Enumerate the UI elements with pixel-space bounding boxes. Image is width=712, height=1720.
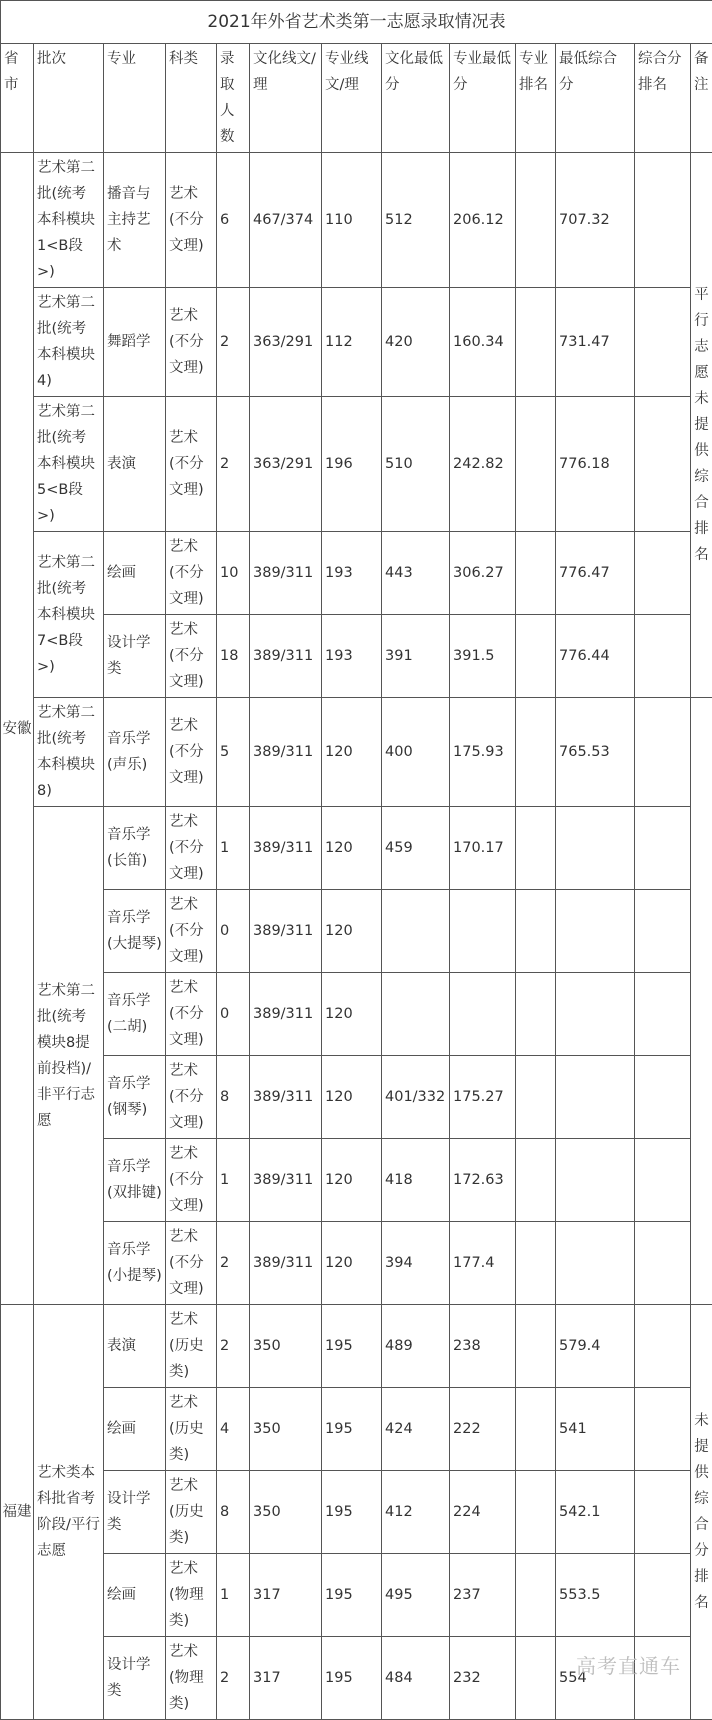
data-cell: 120: [322, 1056, 382, 1139]
data-cell: 音乐学(二胡): [104, 973, 166, 1056]
data-cell: [635, 1554, 691, 1637]
data-cell: [516, 615, 556, 698]
data-cell: [450, 890, 516, 973]
data-cell: 776.44: [556, 615, 635, 698]
data-cell: 舞蹈学: [104, 288, 166, 397]
data-cell: [516, 1305, 556, 1388]
data-cell: 238: [450, 1305, 516, 1388]
data-cell: 512: [382, 153, 450, 288]
table-row: [1, 532, 712, 615]
data-cell: [635, 532, 691, 615]
table-row: [1, 1471, 712, 1554]
data-cell: 表演: [104, 397, 166, 532]
header-cell: 专业排名: [516, 44, 556, 153]
header-cell: 文化线文/理: [250, 44, 322, 153]
data-cell: 195: [322, 1388, 382, 1471]
data-cell: 541: [556, 1388, 635, 1471]
data-cell: 120: [322, 890, 382, 973]
header-cell: 专业最低分: [450, 44, 516, 153]
table-row: [1, 288, 712, 397]
data-cell: 459: [382, 807, 450, 890]
data-cell: 2: [217, 397, 250, 532]
data-cell: [516, 397, 556, 532]
table-title: 2021年外省艺术类第一志愿录取情况表: [1, 1, 712, 44]
data-cell: 5: [217, 698, 250, 807]
data-cell: 艺术(不分文理): [166, 397, 217, 532]
data-cell: [635, 807, 691, 890]
data-cell: 489: [382, 1305, 450, 1388]
data-cell: 175.27: [450, 1056, 516, 1139]
data-cell: 389/311: [250, 1056, 322, 1139]
data-cell: [516, 807, 556, 890]
data-cell: 绘画: [104, 532, 166, 615]
data-cell: 554: [556, 1637, 635, 1720]
data-cell: [635, 1139, 691, 1222]
data-cell: 6: [217, 153, 250, 288]
watermark: 高考直通车: [576, 1650, 681, 1679]
data-cell: 418: [382, 1139, 450, 1222]
data-cell: 731.47: [556, 288, 635, 397]
table-row: [1, 1388, 712, 1471]
table-row: [1, 1139, 712, 1222]
data-cell: [635, 397, 691, 532]
data-cell: 2: [217, 1637, 250, 1720]
data-cell: [635, 1471, 691, 1554]
data-cell: 389/311: [250, 890, 322, 973]
header-cell: 综合分排名: [635, 44, 691, 153]
data-cell: [556, 973, 635, 1056]
data-cell: [635, 288, 691, 397]
data-cell: 394: [382, 1222, 450, 1305]
data-cell: 120: [322, 698, 382, 807]
data-cell: [556, 1222, 635, 1305]
note-cell: 平行志愿未提供综合排名: [691, 153, 712, 698]
data-cell: 195: [322, 1554, 382, 1637]
data-cell: 195: [322, 1637, 382, 1720]
data-cell: [556, 1056, 635, 1139]
data-cell: [516, 1554, 556, 1637]
data-cell: 495: [382, 1554, 450, 1637]
data-cell: 160.34: [450, 288, 516, 397]
data-cell: 0: [217, 973, 250, 1056]
data-cell: [516, 1056, 556, 1139]
data-cell: 120: [322, 1139, 382, 1222]
data-cell: [516, 1139, 556, 1222]
batch-cell: 艺术第二批(统考本科模块4): [34, 288, 104, 397]
table-row: [1, 615, 712, 698]
data-cell: 389/311: [250, 973, 322, 1056]
data-cell: 389/311: [250, 615, 322, 698]
data-cell: 120: [322, 807, 382, 890]
data-cell: 音乐学(长笛): [104, 807, 166, 890]
table-row: [1, 807, 712, 890]
data-cell: [382, 973, 450, 1056]
data-cell: [635, 1056, 691, 1139]
data-cell: 18: [217, 615, 250, 698]
data-cell: [516, 890, 556, 973]
data-cell: 391: [382, 615, 450, 698]
table-row: [1, 698, 712, 807]
data-cell: 艺术(物理类): [166, 1637, 217, 1720]
data-cell: 设计学类: [104, 1471, 166, 1554]
data-cell: 193: [322, 532, 382, 615]
data-cell: 765.53: [556, 698, 635, 807]
data-cell: 776.18: [556, 397, 635, 532]
data-cell: [382, 890, 450, 973]
data-cell: 224: [450, 1471, 516, 1554]
data-cell: 400: [382, 698, 450, 807]
data-cell: 音乐学(大提琴): [104, 890, 166, 973]
data-cell: 音乐学(双排键): [104, 1139, 166, 1222]
province-cell: 福建: [1, 1305, 34, 1720]
data-cell: 193: [322, 615, 382, 698]
data-cell: 350: [250, 1471, 322, 1554]
data-cell: 绘画: [104, 1388, 166, 1471]
data-cell: [635, 973, 691, 1056]
data-cell: 776.47: [556, 532, 635, 615]
data-cell: 艺术(不分文理): [166, 973, 217, 1056]
data-cell: 音乐学(钢琴): [104, 1056, 166, 1139]
data-cell: [516, 153, 556, 288]
data-cell: 389/311: [250, 807, 322, 890]
data-cell: 112: [322, 288, 382, 397]
data-cell: 707.32: [556, 153, 635, 288]
data-cell: 391.5: [450, 615, 516, 698]
data-cell: [556, 1139, 635, 1222]
data-cell: 420: [382, 288, 450, 397]
data-cell: 0: [217, 890, 250, 973]
data-cell: 389/311: [250, 1139, 322, 1222]
data-cell: 8: [217, 1056, 250, 1139]
data-cell: 110: [322, 153, 382, 288]
header-cell: 批次: [34, 44, 104, 153]
data-cell: [450, 973, 516, 1056]
data-cell: 389/311: [250, 1222, 322, 1305]
data-cell: 艺术(历史类): [166, 1388, 217, 1471]
data-cell: 艺术(不分文理): [166, 615, 217, 698]
data-cell: 317: [250, 1637, 322, 1720]
data-cell: 195: [322, 1471, 382, 1554]
data-cell: 317: [250, 1554, 322, 1637]
data-cell: 绘画: [104, 1554, 166, 1637]
batch-cell: 艺术第二批(统考本科模块5<B段>): [34, 397, 104, 532]
data-cell: 1: [217, 1554, 250, 1637]
data-cell: 艺术(不分文理): [166, 1139, 217, 1222]
data-cell: [635, 1388, 691, 1471]
data-cell: 363/291: [250, 397, 322, 532]
data-cell: [516, 973, 556, 1056]
data-cell: [516, 1388, 556, 1471]
data-cell: 424: [382, 1388, 450, 1471]
data-cell: [516, 1222, 556, 1305]
data-cell: 363/291: [250, 288, 322, 397]
data-cell: 443: [382, 532, 450, 615]
data-cell: 艺术(不分文理): [166, 807, 217, 890]
data-cell: 10: [217, 532, 250, 615]
batch-cell: 艺术第二批(统考模块8提前投档)/非平行志愿: [34, 807, 104, 1305]
data-cell: 206.12: [450, 153, 516, 288]
data-cell: 2: [217, 1222, 250, 1305]
batch-cell: 艺术第二批(统考本科模块1<B段>): [34, 153, 104, 288]
data-cell: 艺术(不分文理): [166, 288, 217, 397]
data-cell: 艺术(不分文理): [166, 890, 217, 973]
header-cell: 专业线文/理: [322, 44, 382, 153]
data-cell: 1: [217, 807, 250, 890]
data-cell: [516, 532, 556, 615]
data-cell: 222: [450, 1388, 516, 1471]
data-cell: 412: [382, 1471, 450, 1554]
table-row: [1, 1554, 712, 1637]
data-cell: 401/332: [382, 1056, 450, 1139]
data-cell: [635, 153, 691, 288]
table-row: [1, 153, 712, 288]
data-cell: 170.17: [450, 807, 516, 890]
data-cell: 2: [217, 288, 250, 397]
data-cell: 艺术(物理类): [166, 1554, 217, 1637]
data-cell: [556, 807, 635, 890]
data-cell: [516, 1637, 556, 1720]
data-cell: [635, 1305, 691, 1388]
data-cell: 8: [217, 1471, 250, 1554]
data-cell: 553.5: [556, 1554, 635, 1637]
data-cell: 542.1: [556, 1471, 635, 1554]
data-cell: 232: [450, 1637, 516, 1720]
data-cell: 484: [382, 1637, 450, 1720]
data-cell: 177.4: [450, 1222, 516, 1305]
data-cell: 艺术(不分文理): [166, 698, 217, 807]
data-cell: 艺术(不分文理): [166, 532, 217, 615]
data-cell: [516, 288, 556, 397]
data-cell: 播音与主持艺术: [104, 153, 166, 288]
province-cell: 安徽: [1, 153, 34, 1305]
data-cell: [635, 890, 691, 973]
data-cell: [635, 1222, 691, 1305]
table-row: [1, 1305, 712, 1388]
data-cell: 242.82: [450, 397, 516, 532]
data-cell: 艺术(不分文理): [166, 153, 217, 288]
data-cell: 579.4: [556, 1305, 635, 1388]
data-cell: 4: [217, 1388, 250, 1471]
note-cell: 未提供综合分排名: [691, 1305, 712, 1720]
note-cell: [691, 698, 712, 1305]
data-cell: 350: [250, 1305, 322, 1388]
data-cell: 196: [322, 397, 382, 532]
table-row: [1, 1222, 712, 1305]
data-cell: 音乐学(声乐): [104, 698, 166, 807]
data-cell: 表演: [104, 1305, 166, 1388]
header-cell: 文化最低分: [382, 44, 450, 153]
header-cell: 录取人数: [217, 44, 250, 153]
table-row: [1, 890, 712, 973]
data-cell: 172.63: [450, 1139, 516, 1222]
data-cell: 2: [217, 1305, 250, 1388]
data-cell: 设计学类: [104, 615, 166, 698]
table-row: [1, 1056, 712, 1139]
batch-cell: 艺术类本科批省考阶段/平行志愿: [34, 1305, 104, 1720]
header-cell: 专业: [104, 44, 166, 153]
data-cell: [556, 890, 635, 973]
data-cell: 467/374: [250, 153, 322, 288]
data-cell: 艺术(不分文理): [166, 1222, 217, 1305]
data-cell: 1: [217, 1139, 250, 1222]
data-cell: [516, 1471, 556, 1554]
data-cell: 设计学类: [104, 1637, 166, 1720]
table-row: [1, 973, 712, 1056]
data-cell: 389/311: [250, 698, 322, 807]
data-cell: 306.27: [450, 532, 516, 615]
data-cell: 195: [322, 1305, 382, 1388]
data-cell: [635, 698, 691, 807]
data-cell: 510: [382, 397, 450, 532]
data-cell: 艺术(历史类): [166, 1471, 217, 1554]
data-cell: [635, 615, 691, 698]
data-cell: 120: [322, 973, 382, 1056]
data-cell: 音乐学(小提琴): [104, 1222, 166, 1305]
header-cell: 备注: [691, 44, 712, 153]
data-cell: 艺术(不分文理): [166, 1056, 217, 1139]
data-cell: 237: [450, 1554, 516, 1637]
data-cell: 389/311: [250, 532, 322, 615]
header-cell: 科类: [166, 44, 217, 153]
header-cell: 省市: [1, 44, 34, 153]
header-row: [1, 44, 712, 153]
data-cell: 120: [322, 1222, 382, 1305]
header-cell: 最低综合分: [556, 44, 635, 153]
table-row: [1, 397, 712, 532]
batch-cell: 艺术第二批(统考本科模块7<B段>): [34, 532, 104, 698]
data-cell: 350: [250, 1388, 322, 1471]
data-cell: 175.93: [450, 698, 516, 807]
data-cell: [516, 698, 556, 807]
batch-cell: 艺术第二批(统考本科模块8): [34, 698, 104, 807]
data-cell: 艺术(历史类): [166, 1305, 217, 1388]
